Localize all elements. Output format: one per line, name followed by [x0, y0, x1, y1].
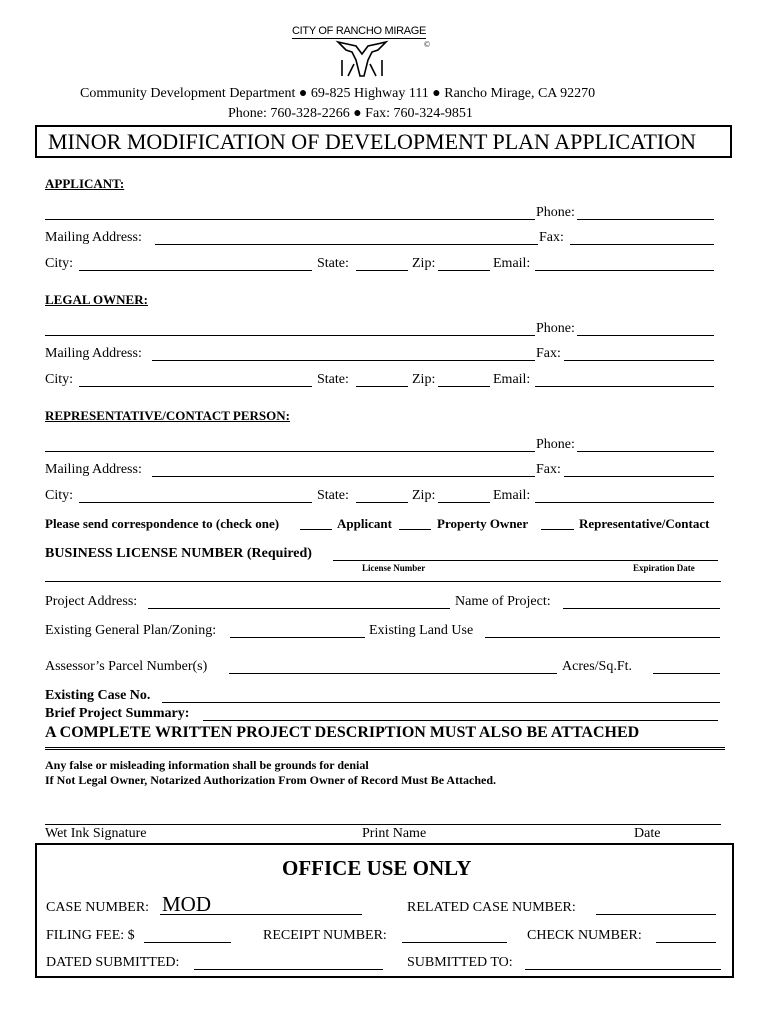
project-name-field[interactable]	[563, 608, 720, 609]
filing-fee-label: FILING FEE: $	[46, 928, 135, 943]
project-address-label: Project Address:	[45, 594, 138, 609]
owner-fax-label: Fax:	[536, 346, 561, 361]
applicant-zip-label: Zip:	[412, 256, 436, 271]
land-use-field[interactable]	[485, 637, 720, 638]
warning-notarized: If Not Legal Owner, Notarized Authorization From Owner of Record Must Be Attached.	[45, 773, 497, 787]
check-number-label: CHECK NUMBER:	[527, 928, 642, 943]
rep-state-field[interactable]	[356, 502, 408, 503]
logo-text: CITY OF RANCHO MIRAGE	[292, 25, 427, 37]
applicant-fax-field[interactable]	[570, 244, 714, 245]
applicant-mailing-label: Mailing Address:	[45, 230, 142, 245]
owner-phone-label: Phone:	[536, 321, 575, 336]
case-number-field[interactable]	[160, 914, 362, 915]
business-license-label: BUSINESS LICENSE NUMBER (Required)	[45, 546, 312, 561]
applicant-city-label: City:	[45, 256, 74, 271]
owner-city-label: City:	[45, 372, 74, 387]
applicant-email-label: Email:	[493, 256, 531, 271]
applicant-fax-label: Fax:	[539, 230, 564, 245]
print-name-label: Print Name	[362, 826, 427, 841]
license-number-caption: License Number	[362, 563, 426, 573]
project-summary-field[interactable]	[203, 720, 718, 721]
correspondence-option-owner: Property Owner	[437, 516, 529, 531]
owner-fax-field[interactable]	[564, 360, 714, 361]
correspondence-check-applicant[interactable]	[300, 529, 332, 530]
dated-submitted-label: DATED SUBMITTED:	[46, 955, 180, 970]
owner-zip-field[interactable]	[438, 386, 490, 387]
applicant-name-field[interactable]	[45, 219, 535, 220]
section-representative: REPRESENTATIVE/CONTACT PERSON:	[45, 408, 290, 423]
rep-phone-label: Phone:	[536, 437, 575, 452]
office-use-title: OFFICE USE ONLY	[282, 856, 472, 880]
ram-head-icon	[334, 40, 390, 80]
rep-fax-label: Fax:	[536, 462, 561, 477]
applicant-zip-field[interactable]	[438, 270, 490, 271]
plan-zoning-label: Existing General Plan/Zoning:	[45, 623, 217, 638]
submitted-to-label: SUBMITTED TO:	[407, 955, 513, 970]
owner-zip-label: Zip:	[412, 372, 436, 387]
owner-phone-field[interactable]	[577, 335, 714, 336]
rep-mailing-label: Mailing Address:	[45, 462, 142, 477]
applicant-state-field[interactable]	[356, 270, 408, 271]
business-license-field[interactable]	[333, 560, 718, 561]
signature-label: Wet Ink Signature	[45, 826, 147, 841]
owner-state-field[interactable]	[356, 386, 408, 387]
correspondence-check-rep[interactable]	[541, 529, 574, 530]
rep-state-label: State:	[317, 488, 349, 503]
parcel-number-label: Assessor’s Parcel Number(s)	[45, 659, 208, 674]
rep-fax-field[interactable]	[564, 476, 714, 477]
warning-false-info: Any false or misleading information shall be grounds for denial	[45, 758, 369, 772]
applicant-mailing-field[interactable]	[155, 244, 538, 245]
header-address: Community Development Department ● 69-825 Highway 111 ● Rancho Mirage, CA 92270	[80, 86, 596, 101]
applicant-email-field[interactable]	[535, 270, 714, 271]
owner-state-label: State:	[317, 372, 349, 387]
related-case-field[interactable]	[596, 914, 716, 915]
divider-top	[45, 581, 721, 582]
rep-zip-label: Zip:	[412, 488, 436, 503]
applicant-phone-field[interactable]	[577, 219, 714, 220]
filing-fee-field[interactable]	[144, 942, 231, 943]
correspondence-check-owner[interactable]	[399, 529, 431, 530]
project-name-label: Name of Project:	[455, 594, 551, 609]
logo-copyright: ©	[424, 40, 431, 49]
rep-email-field[interactable]	[535, 502, 714, 503]
applicant-state-label: State:	[317, 256, 349, 271]
rep-mailing-field[interactable]	[152, 476, 535, 477]
acres-label: Acres/Sq.Ft.	[562, 659, 632, 674]
existing-case-field[interactable]	[162, 702, 720, 703]
correspondence-option-rep: Representative/Contact	[579, 516, 710, 531]
header-phone: Phone: 760-328-2266 ● Fax: 760-324-9851	[228, 106, 473, 121]
owner-city-field[interactable]	[79, 386, 312, 387]
page-title: MINOR MODIFICATION OF DEVELOPMENT PLAN APPLICATION	[48, 129, 697, 154]
rep-city-label: City:	[45, 488, 74, 503]
owner-mailing-label: Mailing Address:	[45, 346, 142, 361]
land-use-label: Existing Land Use	[369, 623, 474, 638]
rep-phone-field[interactable]	[577, 451, 714, 452]
receipt-number-field[interactable]	[402, 942, 507, 943]
applicant-city-field[interactable]	[79, 270, 312, 271]
rep-email-label: Email:	[493, 488, 531, 503]
section-legal-owner: LEGAL OWNER:	[45, 292, 148, 307]
rep-city-field[interactable]	[79, 502, 312, 503]
rep-zip-field[interactable]	[438, 502, 490, 503]
plan-zoning-field[interactable]	[230, 637, 365, 638]
submitted-to-field[interactable]	[525, 969, 721, 970]
dated-submitted-field[interactable]	[194, 969, 383, 970]
acres-field[interactable]	[653, 673, 720, 674]
correspondence-prompt: Please send correspondence to (check one)	[45, 516, 280, 531]
project-summary-label: Brief Project Summary:	[45, 706, 190, 721]
owner-email-label: Email:	[493, 372, 531, 387]
section-applicant: APPLICANT:	[45, 176, 125, 191]
applicant-phone-label: Phone:	[536, 205, 575, 220]
correspondence-option-applicant: Applicant	[337, 516, 392, 531]
case-number-label: CASE NUMBER:	[46, 900, 150, 915]
signature-line[interactable]	[45, 824, 721, 825]
rep-name-field[interactable]	[45, 451, 535, 452]
project-address-field[interactable]	[148, 608, 450, 609]
date-label: Date	[634, 826, 661, 841]
related-case-label: RELATED CASE NUMBER:	[407, 900, 576, 915]
existing-case-label: Existing Case No.	[45, 688, 151, 703]
owner-mailing-field[interactable]	[152, 360, 535, 361]
case-number-value: MOD	[162, 892, 212, 916]
parcel-number-field[interactable]	[229, 673, 557, 674]
expiration-date-caption: Expiration Date	[633, 563, 695, 573]
receipt-number-label: RECEIPT NUMBER:	[263, 928, 387, 943]
description-notice: A COMPLETE WRITTEN PROJECT DESCRIPTION MUST ALSO BE ATTACHED	[45, 724, 640, 741]
owner-name-field[interactable]	[45, 335, 535, 336]
city-logo	[290, 24, 436, 82]
check-number-field[interactable]	[656, 942, 716, 943]
divider-thick	[45, 747, 725, 750]
owner-email-field[interactable]	[535, 386, 714, 387]
